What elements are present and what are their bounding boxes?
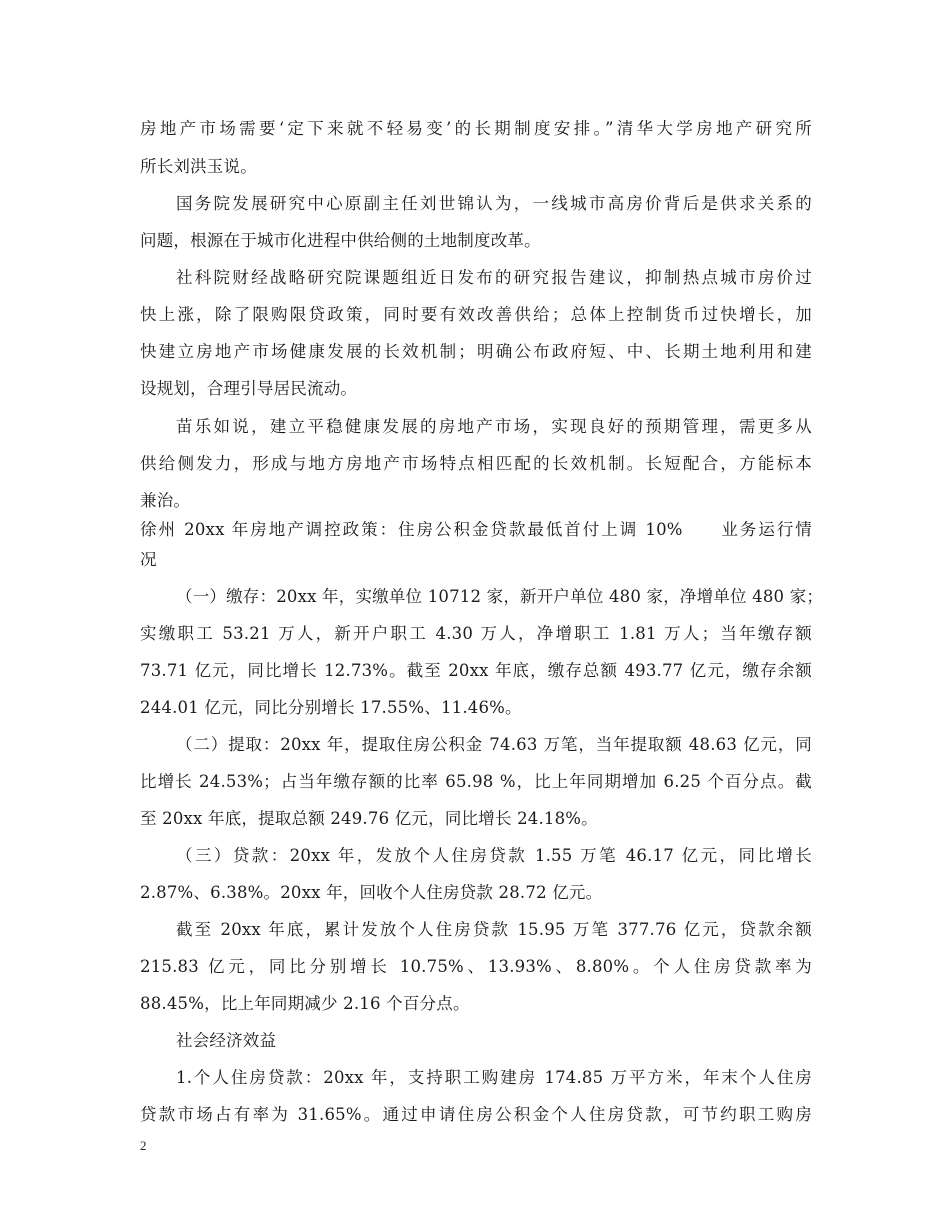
text-line-20: 至 20xx 年底，提取总额 249.76 亿元，同比增长 24.18%。 — [140, 809, 598, 828]
text-line-14: （一）缴存：20xx 年，实缴单位 10712 家，新开户单位 480 家，净增单位 480 家； — [176, 587, 824, 606]
text-line-15: 实缴职工 53.21 万人，新开户职工 4.30 万人，净增职工 1.81 万人；当年缴存额 — [140, 624, 812, 643]
text-line-8: 设规划，合理引导居民流动。 — [140, 379, 358, 398]
text-line-10: 供给侧发力，形成与地方房地产市场特点相匹配的长效机制。长短配合，方能标本 — [140, 454, 812, 473]
text-line-28: 贷款市场占有率为 31.65%。通过申请住房公积金个人住房贷款，可节约职工购房 — [140, 1105, 812, 1124]
subheading-line: 社会经济效益 — [176, 1031, 277, 1050]
text-line-13: 况 — [140, 550, 157, 569]
text-line-4: 问题，根源在于城市化进程中供给侧的土地制度改革。 — [140, 231, 541, 250]
text-line-22: 2.87%、6.38%。20xx 年，回收个人住房贷款 28.72 亿元。 — [140, 883, 603, 902]
text-line-6: 快上涨，除了限购限贷政策，同时要有效改善供给；总体上控制货币过快增长，加 — [140, 305, 812, 324]
text-line-18: （二）提取：20xx 年，提取住房公积金 74.63 万笔，当年提取额 48.63 亿元，同 — [176, 735, 812, 754]
text-line-19: 比增长 24.53%；占当年缴存额的比率 65.98 %，比上年同期增加 6.25 个百分点。截 — [140, 772, 812, 791]
text-line-2: 所长刘洪玉说。 — [140, 157, 257, 176]
page-number: 2 — [140, 1138, 147, 1153]
text-line-1: 房地产市场需要‘定下来就不轻易变’的长期制度安排。”清华大学房地产研究所 — [140, 119, 812, 138]
section-heading-line: 徐州 20xx 年房地产调控政策：住房公积金贷款最低首付上调 10% 业务运行情 — [140, 520, 812, 539]
text-line-23: 截至 20xx 年底，累计发放个人住房贷款 15.95 万笔 377.76 亿元，贷款余额 — [176, 920, 812, 939]
text-line-11: 兼治。 — [140, 491, 191, 510]
text-line-5: 社科院财经战略研究院课题组近日发布的研究报告建议，抑制热点城市房价过 — [176, 268, 812, 287]
text-line-16: 73.71 亿元，同比增长 12.73%。截至 20xx 年底，缴存总额 493.77 亿元，缴存余额 — [140, 661, 812, 680]
text-line-9: 苗乐如说，建立平稳健康发展的房地产市场，实现良好的预期管理，需更多从 — [176, 417, 812, 436]
text-line-25: 88.45%，比上年同期减少 2.16 个百分点。 — [140, 994, 470, 1013]
text-line-3: 国务院发展研究中心原副主任刘世锦认为，一线城市高房价背后是供求关系的 — [176, 194, 812, 213]
text-line-7: 快建立房地产市场健康发展的长效机制；明确公布政府短、中、长期土地利用和建 — [140, 342, 812, 361]
text-line-27: 1.个人住房贷款：20xx 年，支持职工购建房 174.85 万平方米，年末个人住房 — [176, 1068, 812, 1087]
text-line-21: （三）贷款：20xx 年，发放个人住房贷款 1.55 万笔 46.17 亿元，同比增长 — [176, 846, 812, 865]
text-line-24: 215.83 亿元，同比分别增长 10.75%、13.93%、8.80%。个人住房贷款率为 — [140, 957, 812, 976]
text-line-17: 244.01 亿元，同比分别增长 17.55%、11.46%。 — [140, 698, 522, 717]
